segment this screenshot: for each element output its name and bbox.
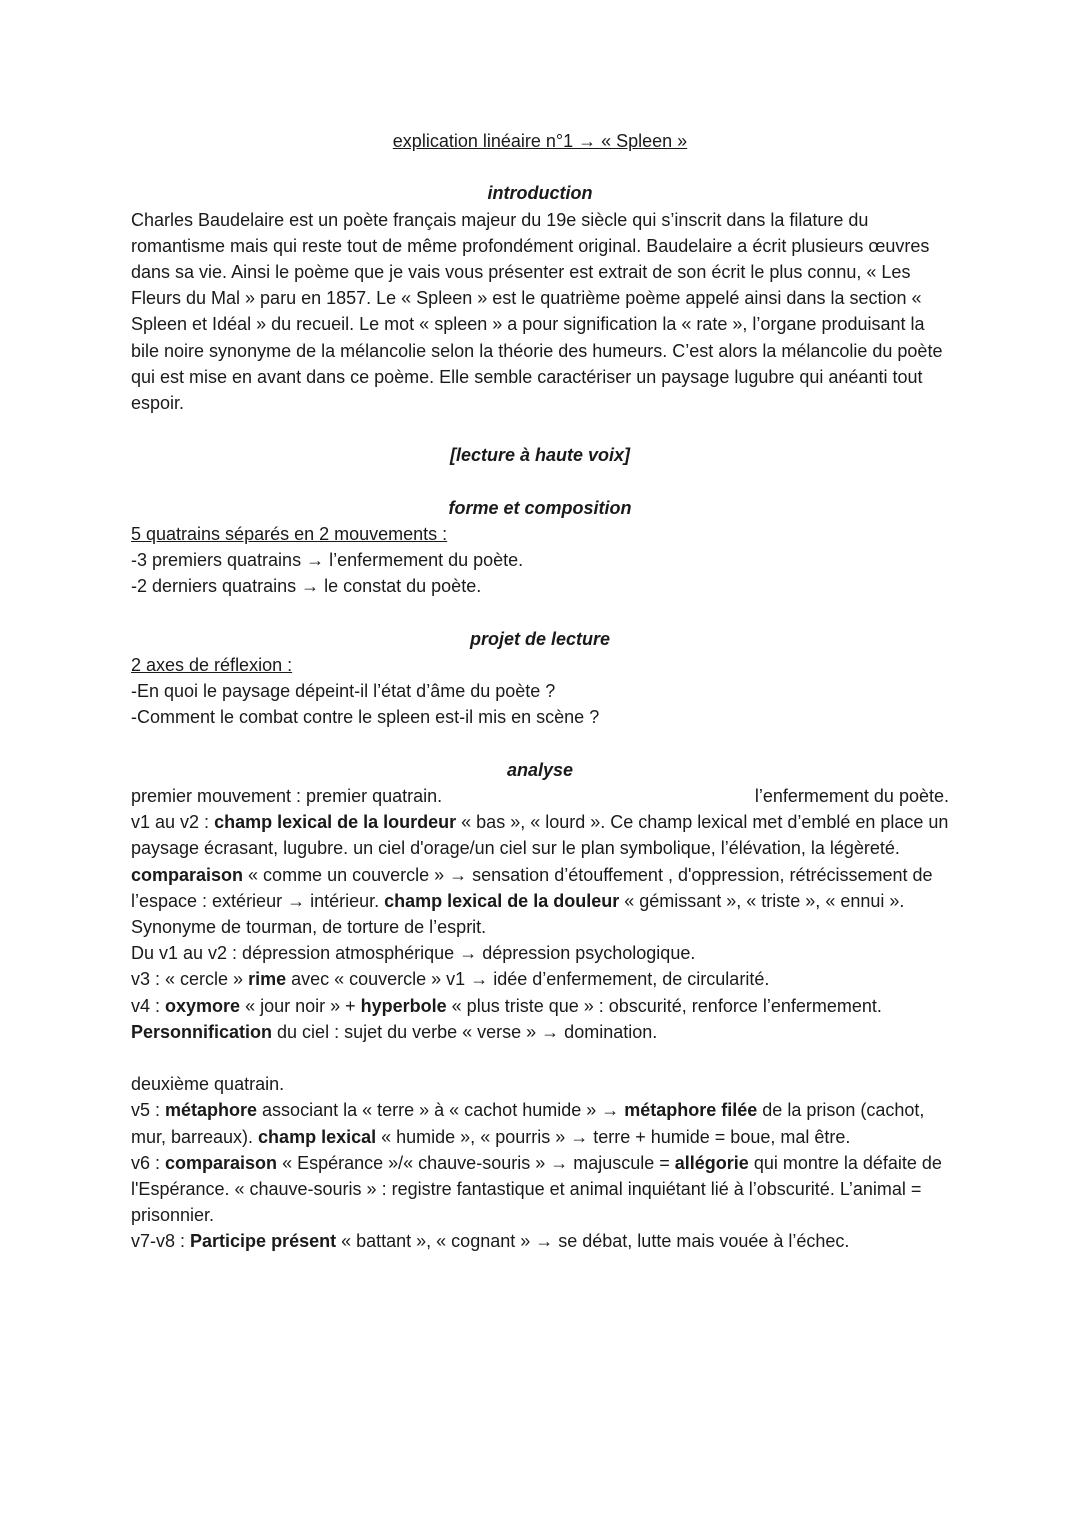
document-title: explication linéaire n°1 → « Spleen »: [392, 131, 688, 151]
projet-item: -Comment le combat contre le spleen est-il mis en scène ?: [131, 707, 600, 728]
spacer: [131, 600, 949, 626]
document-content: [131, 128, 949, 1255]
forme-subtitle: 5 quatrains séparés en 2 mouvements :: [131, 524, 448, 544]
spacer: [131, 1045, 949, 1071]
text-run: « gémissant », « triste », « ennui ». Synonyme de tourman, de torture de l’esprit.: [131, 890, 905, 938]
text-run: de la prison (cachot, mur, barreaux).: [131, 1100, 925, 1147]
quatrain2-title: deuxième quatrain.: [131, 1074, 285, 1095]
bold-term: champ lexical de la douleur: [384, 890, 620, 911]
bold-term: Participe présent: [190, 1231, 337, 1252]
bold-term: comparaison: [131, 864, 244, 885]
text-run: « humide », « pourris » → terre + humide = boue, mal être.: [376, 1126, 851, 1147]
bold-term: métaphore: [165, 1100, 258, 1121]
spacer: [131, 731, 949, 757]
spacer: [131, 416, 949, 442]
text-run: v1 au v2 :: [131, 812, 215, 833]
bold-term: rime: [248, 969, 287, 990]
analysis-v4: [131, 993, 949, 1045]
introduction-text: Charles Baudelaire est un poète français majeur du 19e siècle qui s’inscrit dans la filature du romantisme mais qui reste tout de même profondément original. Baudelaire a écrit plusieurs œuvres dans sa vie. Ainsi le poème que je vais vous présenter est extrait de son écrit le plus connu, « Les Fleurs du Mal » paru en 1857. Le « Spleen » est le quatrième poème appelé ainsi dans la section « Spleen et Idéal » du recueil. Le mot « spleen » a pour signification la « rate », l’organe produisant la bile noire synonyme de la mélancolie selon la théorie des humeurs. C’est alors la mélancolie du poète qui est mise en avant dans ce poème. Elle semble caractériser un paysage lugubre qui anéanti tout espoir.: [131, 209, 943, 414]
forme-item: -3 premiers quatrains → l’enfermement du poète.: [131, 550, 524, 571]
projet-subtitle: 2 axes de réflexion :: [131, 655, 293, 675]
projet-heading: projet de lecture: [469, 628, 611, 649]
text-run: « battant », « cognant » → se débat, lutte mais vouée à l’échec.: [336, 1231, 850, 1252]
bold-term: comparaison: [165, 1152, 278, 1173]
analyse-heading: analyse: [506, 759, 574, 780]
text-run: « comme un couvercle » → sensation d’étouffement , d'oppression, rétrécissement de l’espace : extérieur → intérieur.: [131, 864, 933, 911]
analysis-v3: [131, 966, 949, 992]
analysis-v5: [131, 1097, 949, 1149]
text-run: v7-v8 :: [131, 1231, 191, 1252]
text-run: v5 :: [131, 1100, 166, 1121]
lecture-heading: [lecture à haute voix]: [449, 445, 631, 466]
text-run: associant la « terre » à « cachot humide » →: [257, 1100, 625, 1121]
bold-term: champ lexical: [258, 1126, 377, 1147]
bold-term: allégorie: [674, 1152, 749, 1173]
text-run: « bas », « lourd ». Ce champ lexical met d’emblé en place un paysage écrasant, lugubre. un ciel d'orage/un ciel sur le plan symbolique, l’élévation, la légèreté.: [131, 812, 949, 859]
bold-term: oxymore: [165, 995, 241, 1016]
bold-term: hyperbole: [360, 995, 447, 1016]
movement-title: premier mouvement : premier quatrain.: [131, 786, 443, 806]
bold-term: champ lexical de la lourdeur: [214, 812, 457, 833]
text-run: « Espérance »/« chauve-souris » → majuscule =: [277, 1152, 675, 1173]
text-run: avec « couvercle » v1 → idée d’enfermement, de circularité.: [286, 969, 770, 990]
text-run: v6 :: [131, 1152, 166, 1173]
analysis-v7-v8: [131, 1228, 949, 1254]
movement-line: [131, 783, 949, 809]
analysis-v6: [131, 1150, 949, 1229]
projet-item: -En quoi le paysage dépeint-il l’état d’âme du poète ?: [131, 681, 556, 702]
text-run: v4 :: [131, 995, 166, 1016]
spacer: [131, 469, 949, 495]
text-run: v3 : « cercle »: [131, 969, 249, 990]
bold-term: métaphore filée: [624, 1100, 758, 1121]
forme-item: -2 derniers quatrains → le constat du poète.: [131, 576, 482, 597]
spacer: [131, 154, 949, 180]
text-run: « jour noir » +: [240, 995, 361, 1016]
movement-theme: l’enfermement du poète.: [754, 786, 949, 806]
forme-heading: forme et composition: [448, 497, 632, 518]
text-run: « plus triste que » : obscurité, renforce l’enfermement.: [446, 995, 882, 1016]
introduction-heading: introduction: [487, 183, 593, 204]
bold-term: Personnification: [131, 1021, 273, 1042]
analysis-depression: Du v1 au v2 : dépression atmosphérique → dépression psychologique.: [131, 943, 696, 964]
text-run: du ciel : sujet du verbe « verse » → domination.: [272, 1021, 658, 1042]
text-run: qui montre la défaite de l'Espérance. « chauve-souris » : registre fantastique et animal inquiétant lié à l’obscurité. L’animal = prisonnier.: [131, 1152, 942, 1226]
analysis-v1-v2: [131, 809, 949, 940]
